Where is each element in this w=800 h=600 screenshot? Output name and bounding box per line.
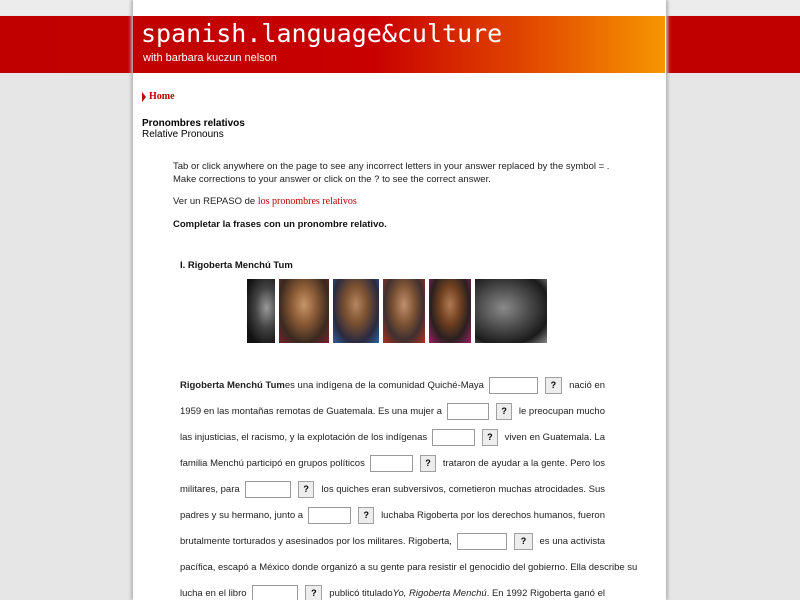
home-link-label: Home xyxy=(149,91,175,102)
repaso-link[interactable]: los pronombres relativos xyxy=(257,196,357,207)
passage-line xyxy=(180,502,605,528)
exercise-passage xyxy=(180,372,638,600)
passage-line xyxy=(180,476,605,502)
answer-input-3[interactable] xyxy=(432,429,475,446)
passage-text: . En 1992 Rigoberta ganó el xyxy=(486,587,605,599)
photo-strip xyxy=(247,279,547,343)
answer-input-7[interactable] xyxy=(457,533,507,550)
topic-subtitle: Relative Pronouns xyxy=(142,129,224,140)
passage-line xyxy=(180,372,605,398)
instructions-text: Tab or click anywhere on the page to see any incorrect letters in your answer replaced by the symbol = . Make corrections to your answer or click on the ? to see the correct answer. xyxy=(173,161,610,185)
passage-text: pacífica, escapó a México donde organizó a su gente para resistir el genocidio del gobierno. Ella describe su xyxy=(180,561,638,573)
passage-text: militares, para xyxy=(180,483,240,495)
passage-text: las injusticias, el racismo, y la explotación de los indígenas xyxy=(180,431,428,443)
passage-text: es una activista xyxy=(539,535,605,547)
site-title: spanish.language&culture xyxy=(141,19,503,48)
passage-text: luchaba Rigoberta por los derechos humanos, fueron xyxy=(381,509,605,521)
answer-input-4[interactable] xyxy=(370,455,413,472)
portrait-photo-2 xyxy=(279,279,329,343)
portrait-photo-6 xyxy=(475,279,547,343)
topic-title: Pronombres relativos xyxy=(142,118,245,129)
check-button-5[interactable]: ? xyxy=(298,481,315,498)
portrait-photo-4 xyxy=(383,279,425,343)
site-subtitle: with barbara kuczun nelson xyxy=(143,52,277,64)
check-button-6[interactable]: ? xyxy=(358,507,374,524)
passage-line xyxy=(180,580,605,600)
answer-input-2[interactable] xyxy=(447,403,489,420)
portrait-photo-3 xyxy=(333,279,379,343)
check-button-4[interactable]: ? xyxy=(420,455,436,472)
person-name: Rigoberta Menchú Tum xyxy=(180,379,285,391)
passage-text: los quiches eran subversivos, cometieron muchas atrocidades. Sus xyxy=(321,483,605,495)
passage-text: nació en xyxy=(569,379,605,391)
answer-input-5[interactable] xyxy=(245,481,291,498)
passage-text: padres y su hermano, junto a xyxy=(180,509,304,521)
passage-line xyxy=(180,554,638,580)
check-button-7[interactable]: ? xyxy=(514,533,532,550)
answer-input-8[interactable] xyxy=(252,585,299,600)
check-button-3[interactable]: ? xyxy=(482,429,498,446)
check-button-2[interactable]: ? xyxy=(496,403,511,420)
answer-input-1[interactable] xyxy=(489,377,538,394)
passage-line xyxy=(180,528,605,554)
passage-text: 1959 en las montañas remotas de Guatemala. Es una mujer a xyxy=(180,405,442,417)
arrow-right-icon xyxy=(142,92,146,102)
check-button-8[interactable]: ? xyxy=(305,585,322,600)
passage-text: es una indígena de la comunidad Quiché-Maya xyxy=(284,379,484,391)
check-button-1[interactable]: ? xyxy=(545,377,563,394)
repaso-prefix: Ver un REPASO de xyxy=(173,196,258,207)
passage-text: le preocupan mucho xyxy=(518,405,605,417)
answer-input-6[interactable] xyxy=(308,507,351,524)
exercise-heading: Completar la frases con un pronombre relativo. xyxy=(173,219,387,230)
home-link[interactable] xyxy=(142,91,175,102)
passage-line xyxy=(180,398,605,424)
passage-text: publicó titulado xyxy=(329,587,393,599)
passage-text: familia Menchú participó en grupos políticos xyxy=(180,457,365,469)
portrait-photo-5 xyxy=(429,279,471,343)
repaso-line xyxy=(173,196,357,207)
portrait-photo-1 xyxy=(247,279,275,343)
passage-line xyxy=(180,424,605,450)
passage-text: brutalmente torturados y asesinados por los militares. Rigoberta, xyxy=(180,535,452,547)
passage-text: lucha en el libro xyxy=(180,587,247,599)
passage-text: trataron de ayudar a la gente. Pero los xyxy=(442,457,605,469)
passage-text: viven en Guatemala. La xyxy=(504,431,605,443)
book-title: Yo, Rigoberta Menchú xyxy=(392,587,487,599)
section-title: I. Rigoberta Menchú Tum xyxy=(180,260,293,271)
passage-line xyxy=(180,450,605,476)
